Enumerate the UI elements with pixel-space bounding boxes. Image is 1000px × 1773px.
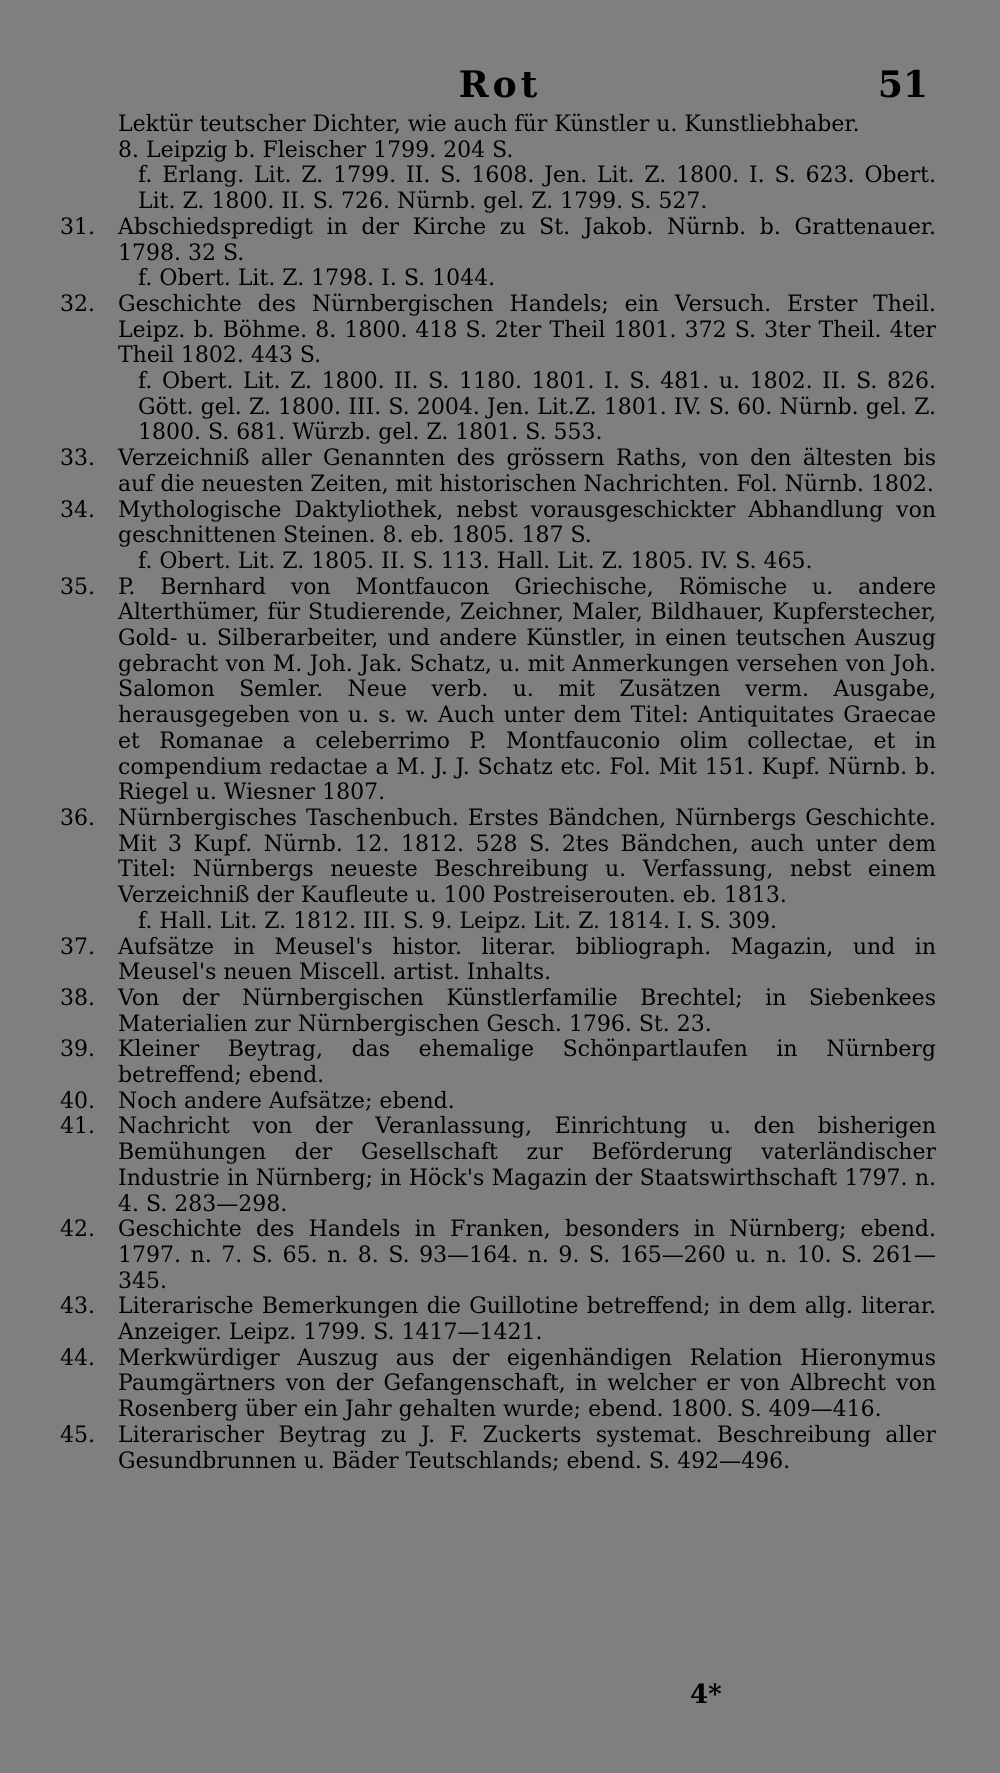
review-reference: f. Obert. Lit. Z. 1805. II. S. 113. Hall. Lit. Z. 1805. IV. S. 465.	[138, 548, 813, 574]
entry-text: Nachricht von der Veranlassung, Einrichtung u. den bisherigen Bemühungen der Gesellschaft zur Beförderung vaterländischer Industrie in Nürnberg; in Höck's Magazin der Staatswirthschaft 1797. n. 4. S. 283—298.	[118, 1114, 936, 1217]
entry-number: 40.	[60, 1088, 95, 1114]
entry-text: Von der Nürnbergischen Künstlerfamilie Brechtel; in Siebenkees Materialien zur Nürnbergischen Gesch. 1796. St. 23.	[118, 985, 936, 1037]
continued-entry-line: 8. Leipzig b. Fleischer 1799. 204 S.	[118, 137, 514, 163]
review-reference: f. Erlang. Lit. Z. 1799. II. S. 1608. Jen. Lit. Z. 1800. I. S. 623. Obert. Lit. Z. 1800. II. S. 726. Nürnb. gel. Z. 1799. S. 527.	[138, 163, 936, 215]
entry-number: 44.	[60, 1345, 95, 1371]
review-reference: f. Hall. Lit. Z. 1812. III. S. 9. Leipz. Lit. Z. 1814. I. S. 309.	[138, 908, 777, 934]
entry-number: 45.	[60, 1422, 95, 1448]
entry-text: Verzeichniß aller Genannten des grössern Raths, von den ältesten bis auf die neuesten Zeiten, mit historischen Nachrichten. Fol. Nürnb. 1802.	[118, 446, 936, 497]
entry-number: 43.	[60, 1294, 95, 1320]
review-reference: f. Obert. Lit. Z. 1800. II. S. 1180. 1801. I. S. 481. u. 1802. II. S. 826. Gött. gel. Z. 1800. III. S. 2004. Jen. Lit.Z. 1801. IV. S. 60. Nürnb. gel. Z. 1800. S. 681. Würzb. gel. Z. 1801. S. 553.	[138, 369, 936, 446]
bibliography-entry	[60, 1346, 936, 1423]
bibliography-entry	[60, 1114, 936, 1217]
bibliography-entry	[60, 1217, 936, 1294]
entry-number: 42.	[60, 1217, 95, 1243]
bibliography-entry	[60, 498, 936, 549]
entry-text: Kleiner Beytrag, das ehemalige Schönpartlaufen in Nürnberg betreffend; ebend.	[118, 1037, 936, 1089]
bibliography-entry	[60, 1294, 936, 1345]
bibliography-entry	[60, 575, 936, 806]
bibliography-entry	[60, 986, 936, 1037]
entry-text: Nürnbergisches Taschenbuch. Erstes Bändchen, Nürnbergs Geschichte. Mit 3 Kupf. Nürnb. 12. 1812. 528 S. 2tes Bändchen, auch unter dem Titel: Nürnbergs neueste Beschreibung u. Verfassung, nebst einem Verzeichniß der Kaufleute u. 100 Postreiserouten. eb. 1813.	[118, 805, 936, 909]
entry-number: 34.	[60, 497, 95, 523]
entry-number: 39.	[60, 1037, 95, 1063]
entry-number: 37.	[60, 934, 95, 960]
entry-text: Aufsätze in Meusel's histor. literar. bibliograph. Magazin, und in Meusel's neuen Miscell. artist. Inhalts.	[118, 934, 936, 986]
entry-number: 31.	[60, 214, 95, 240]
entry-text: P. Bernhard von Montfaucon Griechische, Römische u. andere Alterthümer, für Studierende, Zeichner, Maler, Bildhauer, Kupferstecher, Gold- u. Silberarbeiter, und andere Künstler, in einen teutschen Auszug gebracht von M. Joh. Jak. Schatz, u. mit Anmerkungen versehen von Joh. Salomon Semler. Neue verb. u. mit Zusätzen verm. Ausgabe, herausgegeben von u. s. w. Auch unter dem Titel: Antiquitates Graecae et Romanae a celeberrimo P. Montfauconio olim collectae, et in compendium redactae a M. J. J. Schatz etc. Fol. Mit 151. Kupf. Nürnb. b. Riegel u. Wiesner 1807.	[118, 574, 936, 806]
entry-text: Abschiedspredigt in der Kirche zu St. Jakob. Nürnb. b. Grattenauer. 1798. 32 S.	[118, 214, 936, 266]
entry-number: 41.	[60, 1114, 95, 1140]
bibliography-entry	[60, 292, 936, 369]
entry-text: Literarische Bemerkungen die Guillotine betreffend; in dem allg. literar. Anzeiger. Leipz. 1799. S. 1417—1421.	[118, 1294, 936, 1346]
bibliography-entry	[60, 215, 936, 266]
review-reference: f. Obert. Lit. Z. 1798. I. S. 1044.	[138, 266, 496, 292]
entry-number: 36.	[60, 805, 95, 831]
bibliography-entry	[60, 1423, 936, 1474]
bibliography-entry	[60, 1037, 936, 1088]
bibliography-entry	[60, 446, 936, 497]
page-number: 51	[877, 64, 928, 106]
entry-number: 32.	[60, 291, 95, 317]
running-title: Rot	[458, 64, 542, 106]
entry-text: Geschichte des Nürnbergischen Handels; ein Versuch. Erster Theil. Leipz. b. Böhme. 8. 1800. 418 S. 2ter Theil 1801. 372 S. 3ter Theil. 4ter Theil 1802. 443 S.	[118, 291, 936, 369]
entry-text: Noch andere Aufsätze; ebend.	[118, 1088, 455, 1114]
continued-entry	[60, 112, 936, 163]
entry-number: 35.	[60, 574, 95, 600]
entry-number: 38.	[60, 985, 95, 1011]
entry-text: Geschichte des Handels in Franken, besonders in Nürnberg; ebend. 1797. n. 7. S. 65. n. 8. S. 93—164. n. 9. S. 165—260 u. n. 10. S. 261—345.	[118, 1217, 936, 1294]
entry-text: Merkwürdiger Auszug aus der eigenhändigen Relation Hieronymus Paumgärtners von der Gefangenschaft, in welcher er von Albrecht von Rosenberg über ein Jahr gehalten wurde; ebend. 1800. S. 409—416.	[118, 1345, 936, 1423]
continued-entry-line: Lektür teutscher Dichter, wie auch für Künstler u. Kunstliebhaber.	[118, 112, 860, 137]
bibliography-entry	[60, 806, 936, 909]
bibliography-entry	[60, 1089, 936, 1115]
bibliography-entry	[60, 935, 936, 986]
entry-number: 33.	[60, 446, 95, 472]
bibliography-list	[60, 112, 936, 1474]
page-header	[0, 64, 1000, 114]
signature-mark: 4*	[690, 1680, 722, 1710]
entry-text: Literarischer Beytrag zu J. F. Zuckerts systemat. Beschreibung aller Gesundbrunnen u. Bäder Teutschlands; ebend. S. 492—496.	[118, 1422, 936, 1474]
entry-text: Mythologische Daktyliothek, nebst vorausgeschickter Abhandlung von geschnittenen Steinen. 8. eb. 1805. 187 S.	[118, 497, 936, 549]
